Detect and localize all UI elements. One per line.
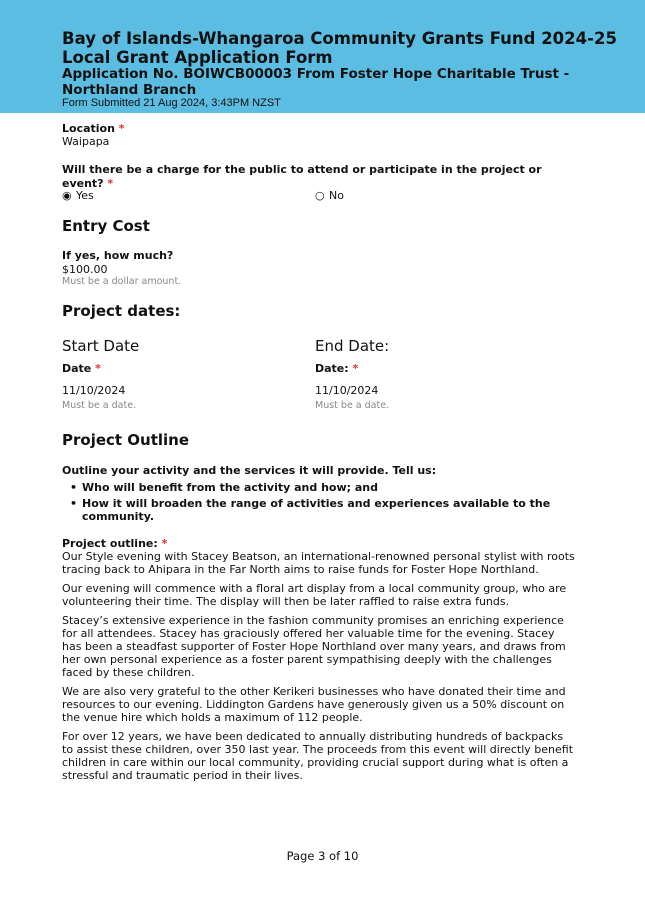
end-date-value: 11/10/2024 [315,384,379,397]
radio-unselected-icon: ○ [315,189,325,202]
outline-intro: Outline your activity and the services it will provide. Tell us: [62,464,437,477]
charge-option-no[interactable] [315,189,344,203]
charge-question [62,163,562,191]
entry-cost-hint: Must be a dollar amount. [62,276,182,287]
location-label-text: Location [62,122,115,135]
outline-bullet-list [62,481,572,524]
charge-option-no-label: No [329,189,344,202]
charge-option-yes[interactable] [62,189,94,203]
charge-question-text: Will there be a charge for the public to attend or participate in the project or event? [62,163,542,190]
start-date-label-text: Date [62,362,92,375]
location-label [62,122,125,136]
charge-option-yes-label: Yes [76,189,94,202]
application-number: Application No. BOIWCB00003 From Foster Hope Charitable Trust - Northland Branch [62,66,570,98]
required-marker: * [118,122,125,135]
form-title: Bay of Islands-Whangaroa Community Grants Fund 2024-25 Local Grant Application Form [62,29,617,67]
end-date-label-text: Date: [315,362,349,375]
entry-cost-value: $100.00 [62,263,108,276]
project-outline-text [62,550,577,788]
form-header [0,0,645,113]
required-marker: * [352,362,359,375]
outline-paragraph: Our evening will commence with a floral art display from a local community group, who are volunteering their time. The display will then be later raffled to raise extra funds. [62,582,567,608]
page-number: Page 3 of 10 [286,849,359,863]
project-outline-label-text: Project outline: [62,537,158,550]
entry-cost-heading: Entry Cost [62,217,150,235]
outline-paragraph: For over 12 years, we have been dedicated to annually distributing hundreds of backpacks to assist these children, over 350 last year. The proceeds from this event will directly benefit children in care within our local community, providing crucial support during what is often a stressful and traumatic period in their lives. [62,730,574,782]
required-marker: * [107,177,114,190]
radio-selected-icon: ◉ [62,189,72,202]
end-date-heading: End Date: [315,337,390,355]
outline-paragraph: Our Style evening with Stacey Beatson, an international-renowned personal stylist with roots tracing back to Ahipara in the Far North aims to raise funds for Foster Hope Northland. [62,550,575,576]
end-date-label [315,362,358,376]
list-item: • How it will broaden the range of activities and experiences available to the community. [62,497,572,524]
project-outline-label [62,537,167,551]
outline-paragraph: Stacey’s extensive experience in the fashion community promises an enriching experience for all attendees. Stacey has graciously offered her valuable time for the evening. Stacey has been a steadfast supporter of Foster Hope Northland over many years, and draws from her own personal experience as a foster parent sympathising deeply with the challenges faced by these children. [62,614,566,679]
outline-paragraph: We are also very grateful to the other Kerikeri businesses who have donated their time and resources to our evening. Liddington Gardens have generously given us a 50% discount on the venue hire which holds a maximum of 112 people. [62,685,566,724]
submitted-timestamp: Form Submitted 21 Aug 2024, 3:43PM NZST [62,97,281,109]
required-marker: * [95,362,101,375]
end-date-hint: Must be a date. [315,400,390,411]
start-date-label [62,362,101,376]
start-date-hint: Must be a date. [62,400,137,411]
entry-cost-label: If yes, how much? [62,249,174,262]
start-date-heading: Start Date [62,337,140,355]
project-dates-heading: Project dates: [62,302,181,320]
location-value: Waipapa [62,135,110,148]
required-marker: * [161,537,168,550]
project-outline-heading: Project Outline [62,431,190,449]
start-date-value: 11/10/2024 [62,384,126,397]
list-item: • Who will benefit from the activity and how; and [62,481,572,495]
